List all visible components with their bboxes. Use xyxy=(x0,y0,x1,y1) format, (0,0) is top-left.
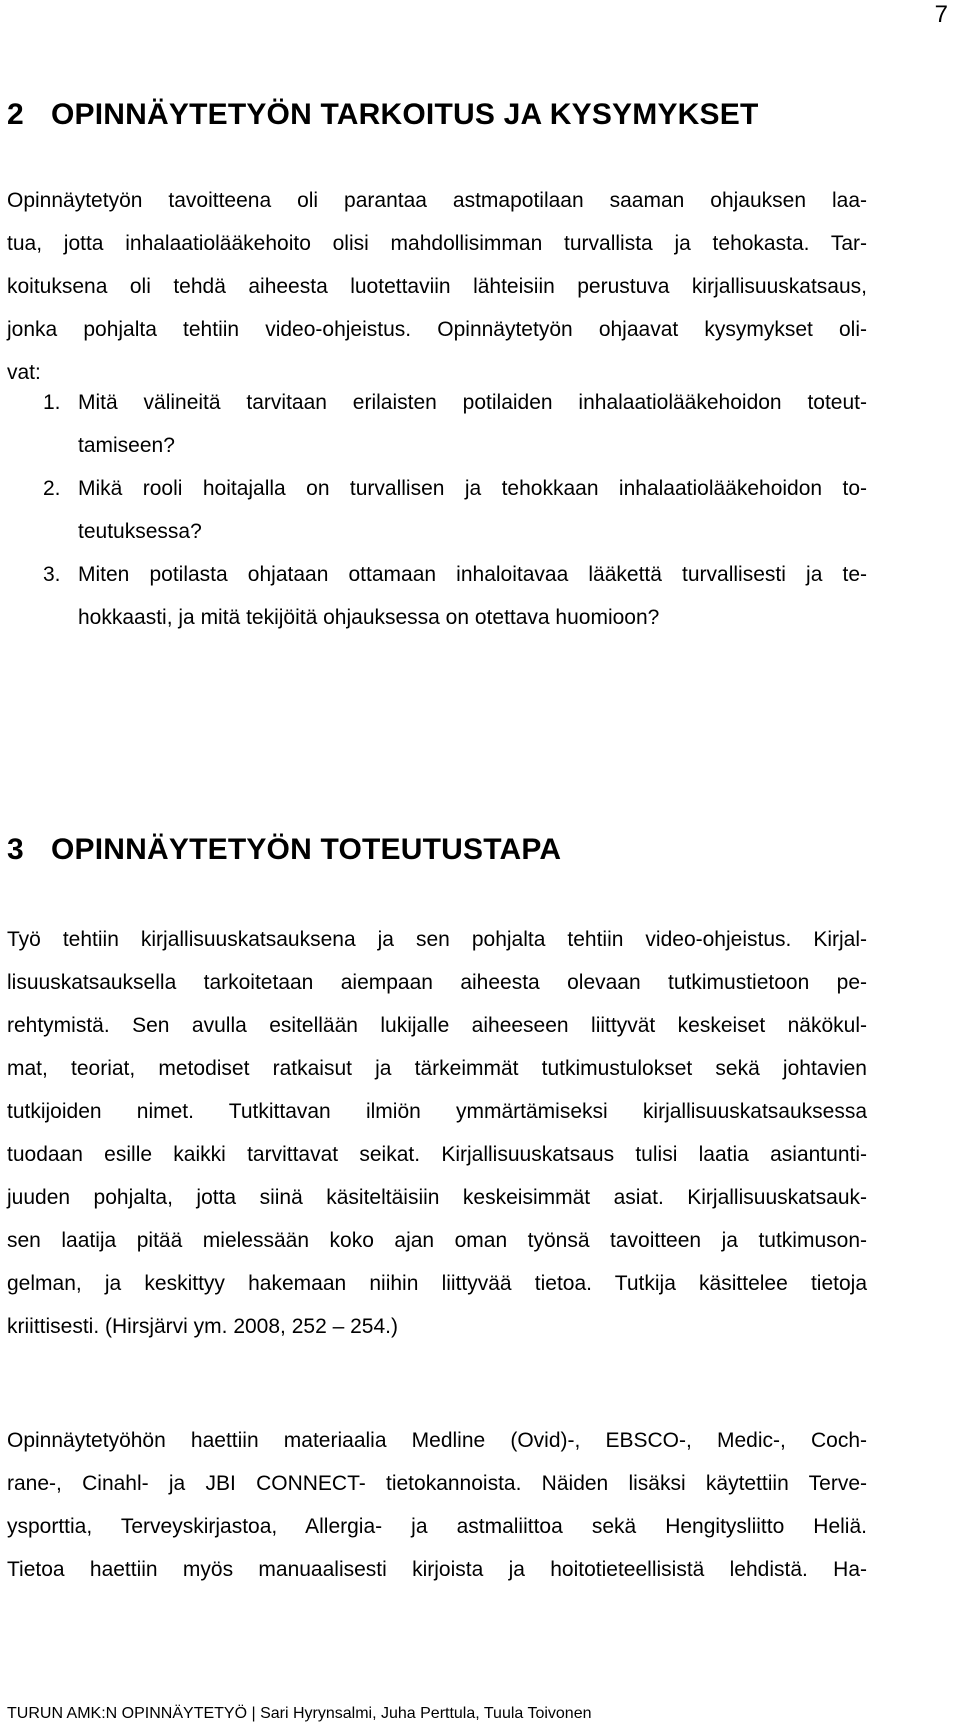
paragraph-line: gelman, ja keskittyy hakemaan niihin liittyvää tietoa. Tutkija käsittelee tietoja xyxy=(7,1272,867,1295)
paragraph-line: ysporttia, Terveyskirjastoa, Allergia- ja astmaliittoa sekä Hengitysliitto Heliä. xyxy=(7,1515,867,1538)
intro-line: koituksena oli tehdä aiheesta luotettaviin lähteisiin perustuva kirjallisuuskatsaus, xyxy=(7,275,867,298)
paragraph-line: Työ tehtiin kirjallisuuskatsauksena ja sen pohjalta tehtiin video-ohjeistus. Kirjal- xyxy=(7,928,867,951)
paragraph-line: tuodaan esille kaikki tarvittavat seikat. Kirjallisuuskatsaus tulisi laatia asiantunti- xyxy=(7,1143,867,1166)
page-number: 7 xyxy=(934,1,948,28)
question-item xyxy=(7,553,867,639)
question-line: Mikä rooli hoitajalla on turvallisen ja tehokkaan inhalaatiolääkehoidon to- xyxy=(78,477,867,500)
paragraph-line: Tietoa haettiin myös manuaalisesti kirjoista ja hoitotieteellisistä lehdistä. Ha- xyxy=(7,1558,867,1581)
question-line: Mitä välineitä tarvitaan erilaisten potilaiden inhalaatiolääkehoidon toteut- xyxy=(78,391,867,414)
section-3-paragraph-2 xyxy=(7,1419,867,1591)
intro-line: vat: xyxy=(7,361,41,384)
questions-list xyxy=(7,381,867,639)
question-line: tamiseen? xyxy=(78,434,175,457)
paragraph-line: mat, teoriat, metodiset ratkaisut ja tärkeimmät tutkimustulokset sekä johtavien xyxy=(7,1057,867,1080)
section-3-title: OPINNÄYTETYÖN TOTEUTUSTAPA xyxy=(51,833,562,866)
question-item xyxy=(7,467,867,553)
intro-line: Opinnäytetyön tavoitteena oli parantaa astmapotilaan saaman ohjauksen laa- xyxy=(7,189,867,212)
question-line: Miten potilasta ohjataan ottamaan inhaloitavaa lääkettä turvallisesti ja te- xyxy=(78,563,867,586)
section-3-number: 3 xyxy=(7,833,24,866)
question-line: hokkaasti, ja mitä tekijöitä ohjauksessa on otettava huomioon? xyxy=(78,606,660,629)
question-item xyxy=(7,381,867,467)
paragraph-line: Opinnäytetyöhön haettiin materiaalia Medline (Ovid)-, EBSCO-, Medic-, Coch- xyxy=(7,1429,867,1452)
question-line: teutuksessa? xyxy=(78,520,202,543)
question-number: 1. xyxy=(43,391,61,414)
intro-line: jonka pohjalta tehtiin video-ohjeistus. Opinnäytetyön ohjaavat kysymykset oli- xyxy=(7,318,867,341)
paragraph-line: sen laatija pitää mielessään koko ajan oman työnsä tavoitteen ja tutkimuson- xyxy=(7,1229,867,1252)
question-number: 2. xyxy=(43,477,61,500)
paragraph-line: kriittisesti. (Hirsjärvi ym. 2008, 252 – 254.) xyxy=(7,1315,398,1338)
paragraph-line: lisuuskatsauksella tarkoitetaan aiempaan aiheesta olevaan tutkimustietoon pe- xyxy=(7,971,867,994)
section-2-intro-paragraph xyxy=(7,179,867,394)
paragraph-line: juuden pohjalta, jotta siinä käsiteltäisiin keskeisimmät asiat. Kirjallisuuskatsauk- xyxy=(7,1186,867,1209)
section-3-heading xyxy=(7,832,561,868)
paragraph-line: rehtymistä. Sen avulla esitellään lukijalle aiheeseen liittyvät keskeiset näkökul- xyxy=(7,1014,867,1037)
intro-line: tua, jotta inhalaatiolääkehoito olisi mahdollisimman turvallista ja tehokasta. Tar- xyxy=(7,232,867,255)
paragraph-line: tutkijoiden nimet. Tutkittavan ilmiön ymmärtämiseksi kirjallisuuskatsauksessa xyxy=(7,1100,867,1123)
question-number: 3. xyxy=(43,563,61,586)
section-2-title: OPINNÄYTETYÖN TARKOITUS JA KYSYMYKSET xyxy=(51,98,759,131)
section-2-number: 2 xyxy=(7,98,24,131)
page-footer: TURUN AMK:N OPINNÄYTETYÖ | Sari Hyrynsalmi, Juha Perttula, Tuula Toivonen xyxy=(7,1705,592,1722)
section-3-paragraph-1 xyxy=(7,918,867,1348)
paragraph-line: rane-, Cinahl- ja JBI CONNECT- tietokannoista. Näiden lisäksi käytettiin Terve- xyxy=(7,1472,867,1495)
section-2-heading xyxy=(7,97,758,133)
